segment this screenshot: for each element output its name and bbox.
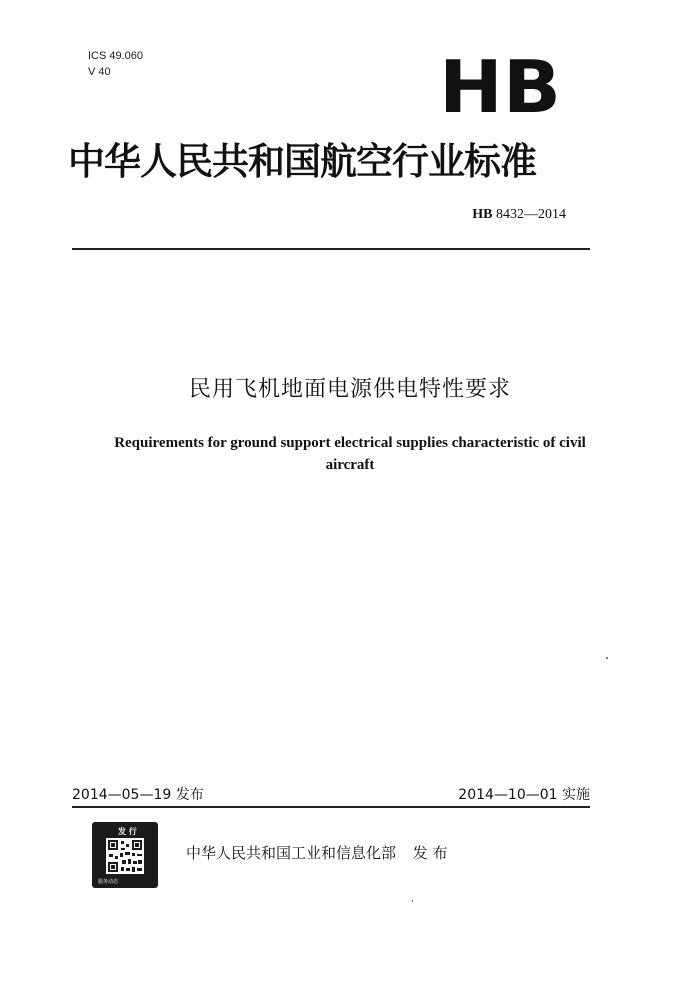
scan-speck	[606, 657, 608, 659]
issue-date: 2014—05—19 发布	[72, 787, 204, 803]
category-code: V 40	[88, 66, 111, 78]
publisher-qr-badge	[92, 822, 158, 888]
english-document-title: Requirements for ground support electrical supplies characteristic of civil aircraft	[114, 435, 586, 473]
ics-code: ICS 49.060	[88, 50, 144, 62]
standard-number	[472, 207, 566, 223]
industry-standard-title: 中华人民共和国航空行业标准	[68, 140, 536, 183]
standard-prefix: HB	[472, 207, 493, 222]
standard-number-value: 8432—2014	[496, 207, 566, 222]
hb-logo	[438, 57, 562, 115]
publisher-action: 发 布	[412, 844, 448, 862]
classification-codes	[88, 48, 143, 80]
publisher-name: 中华人民共和国工业和信息化部	[186, 844, 397, 862]
implementation-date: 2014—10—01 实施	[458, 787, 590, 803]
badge-subtext: 服务动态	[98, 879, 119, 885]
chinese-document-title: 民用飞机地面电源供电特性要求	[188, 377, 511, 402]
bottom-divider	[72, 806, 590, 808]
scan-speck	[412, 900, 413, 902]
badge-label: 发 行	[118, 827, 137, 836]
top-divider	[72, 248, 590, 250]
publisher-line	[186, 842, 448, 863]
hb-logo-text: HB	[439, 57, 561, 115]
